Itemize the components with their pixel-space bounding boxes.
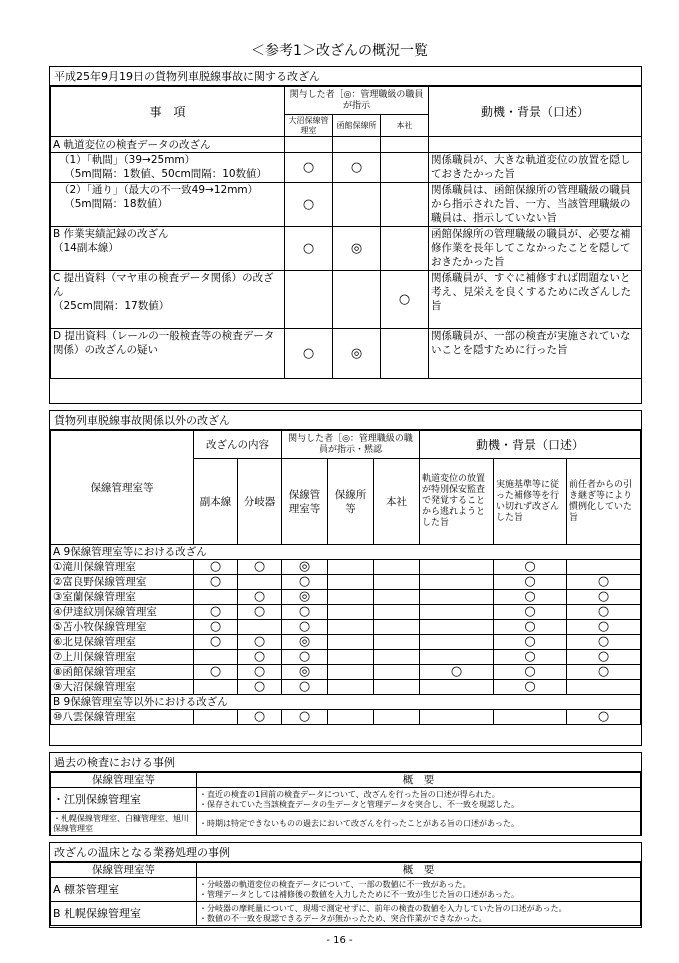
table-row [51,650,641,665]
mark-cell: ○ [494,560,567,575]
past-table [50,772,641,836]
table-row [51,635,641,650]
row-reason: 関係職員が、大きな軌道変位の放置を隠しておきたかった旨 [429,153,642,183]
mark-cell [238,620,282,635]
mark-cell: ○ [420,665,494,680]
mark-cell: ○ [238,560,282,575]
row-reason: 関係職員が、すぐに補修すれば問題ないと考え、見栄えを良くするために改ざんした旨 [429,271,642,329]
mark-cell [194,650,238,665]
col-summary-header: 概 要 [197,773,641,788]
involvement-mark: ◎ [333,227,381,271]
col-reason-sub: 前任者からの引き継ぎ等により慣例化していた旨 [567,459,641,545]
table-row [51,620,641,635]
mark-cell [420,590,494,605]
mark-cell [374,635,420,650]
table-row [51,137,642,153]
involvement-mark: ○ [285,183,333,227]
mark-cell: ○ [238,650,282,665]
row-label: （1）「軌間」（39→25mm） （5m間隔：1数値、50cm間隔：10数値） [51,153,285,183]
mark-cell [420,710,494,725]
section-heading: 改ざんの温床となる業務処理の事例 [50,843,641,862]
practice-table [50,862,641,926]
mark-cell [238,575,282,590]
table-row [51,271,642,329]
mark-cell: ○ [238,590,282,605]
mark-cell [420,635,494,650]
mark-cell [328,560,374,575]
table-row [51,227,642,271]
mark-cell: ○ [238,710,282,725]
mark-cell: ○ [238,605,282,620]
involvement-mark [333,271,381,329]
mark-cell [420,620,494,635]
office-name: A 標茶管理室 [51,878,197,902]
mark-cell: ○ [194,605,238,620]
row-label: D 提出資料（レールの一般検査等の検査データ関係）の改ざんの疑い [51,329,285,379]
involvement-mark [381,329,429,379]
table-row [51,575,641,590]
page-number: - 16 - [326,935,353,946]
mark-cell [374,650,420,665]
mark-cell [420,650,494,665]
other-table [50,430,641,725]
mark-cell: ◎ [282,560,328,575]
col-involved-sub: 本社 [381,115,429,137]
mark-cell: ○ [567,575,641,590]
group-row-b: B 9保線管理室等以外における改ざん [51,695,641,710]
row-reason: 関係職員は、函館保線所の管理職級の職員から指示された旨、一方、当該管理職級の職員は、指示していない旨 [429,183,642,227]
row-reason: 函館保線所の管理職級の職員が、必要な補修作業を長年してこなかったことを隠しておきたかった旨 [429,227,642,271]
involvement-mark [381,227,429,271]
office-name: ・江別保線管理室 [51,788,197,812]
office-name: ①滝川保線管理室 [51,560,194,575]
table-row [51,680,641,695]
office-name: ⑤苫小牧保線管理室 [51,620,194,635]
col-reason-header: 動機・背景（口述） [429,87,642,137]
mark-cell [494,710,567,725]
table-row [51,878,641,902]
mark-cell [374,575,420,590]
mark-cell [420,575,494,590]
summary-text: ・時期は特定できないものの過去において改ざんを行ったことがある旨の口述があった。 [197,812,641,836]
col-office-header: 保線管理室等 [51,773,197,788]
section-heading: 平成25年9月19日の貨物列車脱線事故に関する改ざん [50,67,641,86]
mark-cell: ○ [194,620,238,635]
col-involved-sub: 函館保線所 [333,115,381,137]
section-heading: 貨物列車脱線事故関係以外の改ざん [50,411,641,430]
mark-cell: ○ [567,665,641,680]
mark-cell: ○ [194,665,238,680]
mark-cell: ○ [494,620,567,635]
summary-text: ・分岐器の軌道変位の検査データについて、一部の数値に不一致があった。 ・管理データとしては補修後の数値を入力したために不一致が生じた旨の口述があった。 [197,878,641,902]
office-name: ⑥北見保線管理室 [51,635,194,650]
group-row-a: A 9保線管理室等における改ざん [51,545,641,560]
office-name: ⑦上川保線管理室 [51,650,194,665]
table-row [51,665,641,680]
mark-cell: ○ [567,590,641,605]
table-row [51,560,641,575]
mark-cell [420,680,494,695]
mark-cell [420,605,494,620]
mark-cell [567,560,641,575]
mark-cell: ○ [494,665,567,680]
summary-text: ・直近の検査の1回前の検査データについて、改ざんを行った旨の口述が得られた。 ・保存されていた当該検査データの生データと管理データを突合し、不一致を現認した。 [197,788,641,812]
mark-cell: ◎ [282,635,328,650]
accident-table [50,86,642,379]
involvement-mark: ○ [333,153,381,183]
col-content-sub: 副本線 [194,459,238,545]
col-office-header: 保線管理室等 [51,431,194,545]
office-name: ・札幌保線管理室、白糠管理室、旭川保線管理室 [51,812,197,836]
mark-cell [328,710,374,725]
mark-cell: ○ [282,710,328,725]
mark-cell [328,680,374,695]
involvement-mark: ◎ [333,329,381,379]
mark-cell: ○ [194,635,238,650]
col-involved-sub: 保線管理室等 [282,459,328,545]
involvement-mark: ○ [285,329,333,379]
office-name: B 札幌保線管理室 [51,902,197,926]
involvement-mark [381,137,429,153]
col-content-sub: 分岐器 [238,459,282,545]
table-row [51,902,641,926]
mark-cell [374,620,420,635]
mark-cell: ○ [494,680,567,695]
mark-cell: ○ [567,710,641,725]
involvement-mark [285,137,333,153]
mark-cell: ○ [567,620,641,635]
mark-cell: ○ [494,575,567,590]
row-label: （2）「通り」（最大の不一致49→12mm） （5m間隔：18数値） [51,183,285,227]
mark-cell [328,650,374,665]
section-accident-tampering [49,66,642,404]
col-reason-sub: 実施基準等に従った補修等を行い切れず改ざんした旨 [494,459,567,545]
col-office-header: 保線管理室等 [51,863,197,878]
mark-cell: ◎ [282,590,328,605]
involvement-mark: ○ [285,227,333,271]
mark-cell: ○ [282,575,328,590]
col-content-header: 改ざんの内容 [194,431,282,459]
section-other-tampering [49,410,642,746]
mark-cell: ○ [238,665,282,680]
involvement-mark [285,271,333,329]
table-row [51,183,642,227]
mark-cell [194,680,238,695]
mark-cell: ○ [282,605,328,620]
mark-cell: ○ [282,650,328,665]
mark-cell [328,590,374,605]
table-row [51,153,642,183]
involvement-mark: ○ [285,153,333,183]
mark-cell: ○ [567,635,641,650]
office-name: ③室蘭保線管理室 [51,590,194,605]
row-label: B 作業実績記録の改ざん （14副本線） [51,227,285,271]
row-reason [429,137,642,153]
involvement-mark: ○ [381,271,429,329]
mark-cell: ○ [194,560,238,575]
table-row [51,788,641,812]
mark-cell: ○ [238,680,282,695]
table-row [51,590,641,605]
col-item-header: 事 項 [51,87,285,137]
col-involved-sub: 本社 [374,459,420,545]
col-involved-header: 関与した者［◎：管理職級の職員が指示 [285,87,429,115]
col-summary-header: 概 要 [197,863,641,878]
mark-cell: ◎ [282,665,328,680]
mark-cell [328,620,374,635]
mark-cell [374,665,420,680]
mark-cell [328,605,374,620]
table-row [51,329,642,379]
row-label: C 提出資料（マヤ車の検査データ関係）の改ざん （25cm間隔：17数値） [51,271,285,329]
mark-cell [374,590,420,605]
section-heading: 過去の検査における事例 [50,753,641,772]
mark-cell: ○ [494,635,567,650]
section-past-inspection [49,752,642,836]
mark-cell: ○ [494,590,567,605]
mark-cell: ○ [494,605,567,620]
table-row [51,710,641,725]
involvement-mark [333,137,381,153]
mark-cell: ○ [567,650,641,665]
mark-cell [374,605,420,620]
office-name: ④伊達紋別保線管理室 [51,605,194,620]
mark-cell [374,680,420,695]
col-involved-sub: 保線所等 [328,459,374,545]
office-name: ⑩八雲保線管理室 [51,710,194,725]
col-reason-sub: 軌道変位の放置が特別保安監査で発覚することから逃れようとした旨 [420,459,494,545]
mark-cell [567,680,641,695]
summary-text: ・分岐器の摩耗量について、現場で測定せずに、前年の検査の数値を入力していた旨の口述があった。 ・数値の不一致を現認できるデータが無かったため、突合作業ができなかった。 [197,902,641,926]
mark-cell: ○ [194,575,238,590]
mark-cell: ○ [494,650,567,665]
table-row [51,605,641,620]
mark-cell [374,560,420,575]
office-name: ②富良野保線管理室 [51,575,194,590]
office-name: ⑨大沼保線管理室 [51,680,194,695]
col-reason-header: 動機・背景（口述） [420,431,641,459]
involvement-mark [333,183,381,227]
involvement-mark [381,153,429,183]
col-involved-header: 関与した者［◎：管理職級の職員が指示・黙認 [282,431,420,459]
mark-cell [194,710,238,725]
mark-cell [420,560,494,575]
mark-cell [374,710,420,725]
row-label: A 軌道変位の検査データの改ざん [51,137,285,153]
mark-cell: ○ [282,680,328,695]
mark-cell [328,665,374,680]
mark-cell: ○ [238,635,282,650]
mark-cell [328,635,374,650]
section-hotbed-practices [49,842,642,928]
involvement-mark [381,183,429,227]
mark-cell: ○ [567,605,641,620]
mark-cell: ○ [282,620,328,635]
mark-cell [328,575,374,590]
page-title: ＜参考1＞改ざんの概況一覧 [251,43,428,59]
col-involved-sub: 大沼保線管理室 [285,115,333,137]
office-name: ⑧函館保線管理室 [51,665,194,680]
row-reason: 関係職員が、一部の検査が実施されていないことを隠すために行った旨 [429,329,642,379]
mark-cell [194,590,238,605]
table-row [51,812,641,836]
